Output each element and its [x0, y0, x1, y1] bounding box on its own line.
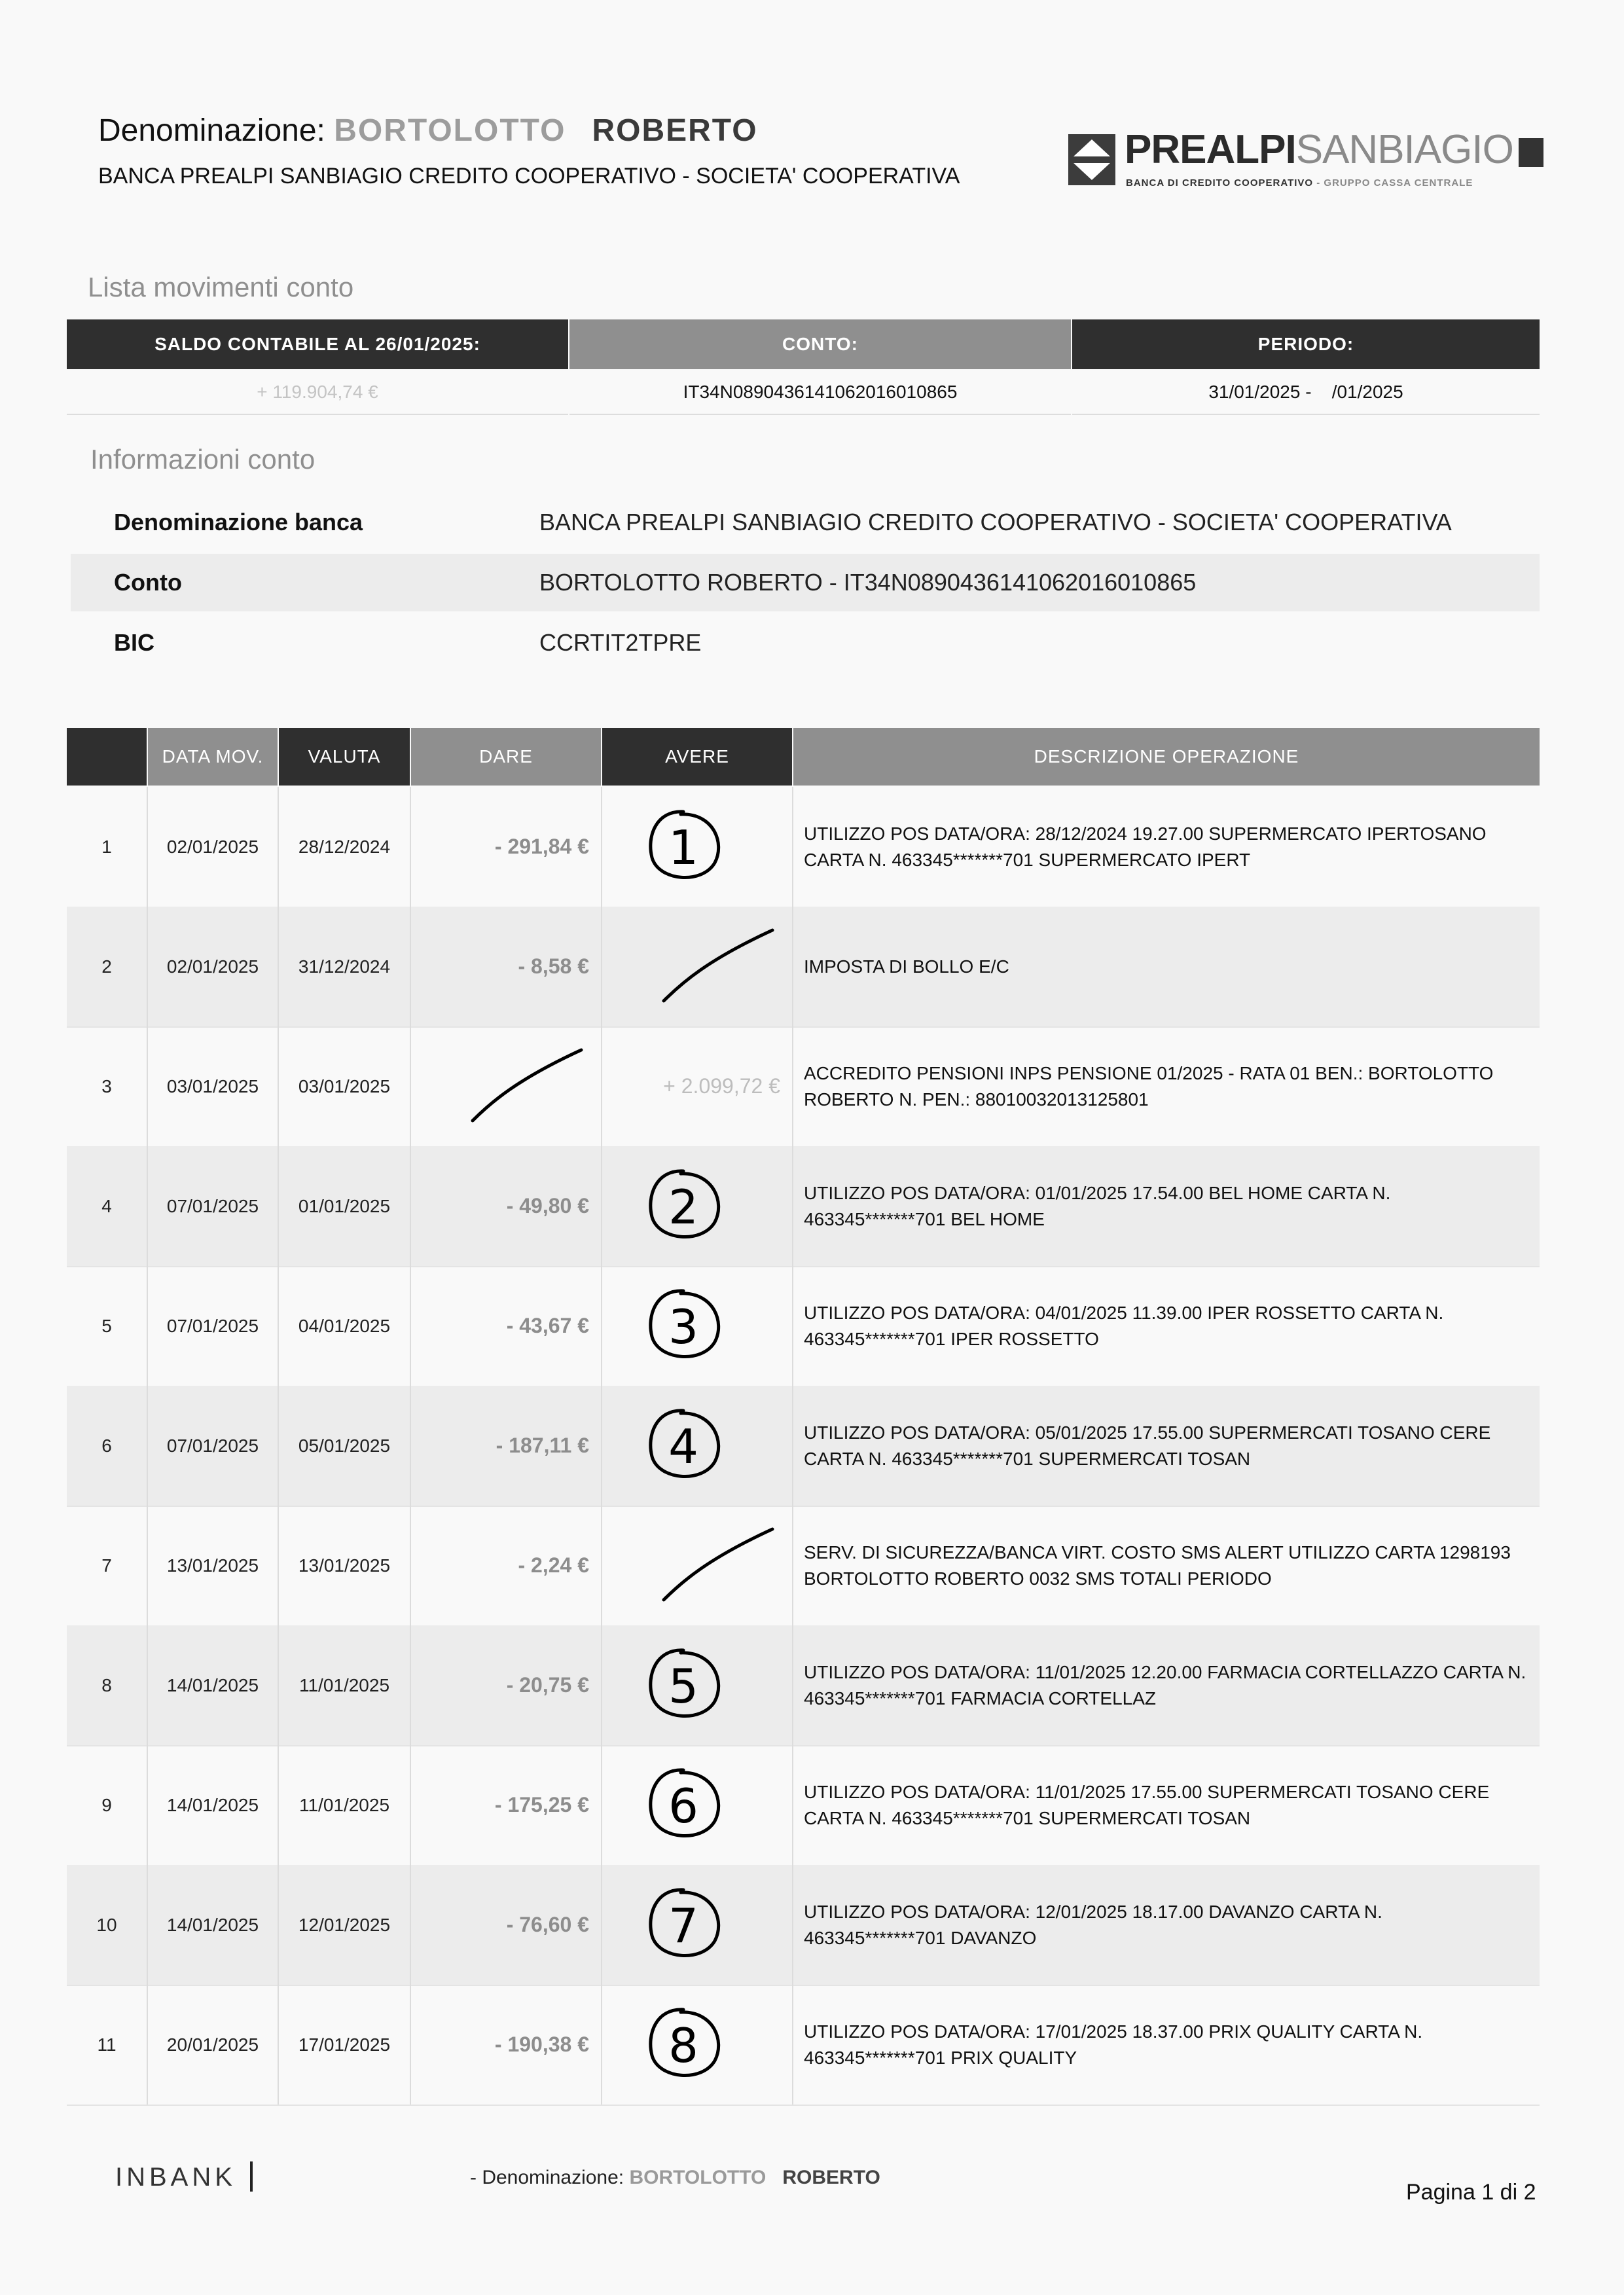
handwritten-number-3-icon [638, 1283, 729, 1371]
desc-line-2: 463345*******701 IPER ROSSETTO [804, 1328, 1099, 1349]
row-descrizione [793, 1506, 1540, 1625]
row-valuta: 17/01/2025 [298, 2034, 391, 2055]
table-row [67, 1985, 1540, 2106]
row-data-mov: 02/01/2025 [166, 836, 259, 857]
desc-line-1: UTILIZZO POS DATA/ORA: 04/01/2025 11.39.00 IPER ROSSETTO CARTA N. [804, 1302, 1444, 1323]
header-avere: AVERE [602, 728, 792, 786]
row-number: 5 [101, 1315, 112, 1336]
row-data-mov: 13/01/2025 [166, 1555, 259, 1576]
handwritten-check-icon [656, 924, 780, 1012]
handwritten-number-1-icon [638, 804, 729, 892]
row-descrizione [793, 907, 1540, 1026]
row-dare: - 76,60 € [506, 1913, 589, 1936]
header-valuta: VALUTA [279, 728, 410, 786]
row-dare: - 49,80 € [506, 1194, 589, 1218]
row-number: 7 [101, 1555, 112, 1576]
row-data-mov: 20/01/2025 [166, 2034, 259, 2055]
denominazione-label: Denominazione: [98, 113, 325, 148]
row-valuta: 12/01/2025 [298, 1914, 391, 1935]
row-data-mov: 03/01/2025 [166, 1075, 259, 1096]
desc-line-1: UTILIZZO POS DATA/ORA: 01/01/2025 17.54.00 BEL HOME CARTA N. [804, 1182, 1391, 1203]
svg-text:4: 4 [668, 1419, 698, 1474]
desc-line-1: SERV. DI SICUREZZA/BANCA VIRT. COSTO SMS ALERT UTILIZZO CARTA 1298193 [804, 1542, 1511, 1563]
logo-square-icon [1519, 138, 1543, 167]
row-descrizione [793, 1865, 1540, 1985]
row-number: 10 [96, 1914, 117, 1935]
row-descrizione [793, 1985, 1540, 2105]
table-row [67, 1386, 1540, 1507]
info-value: BANCA PREALPI SANBIAGIO CREDITO COOPERATIVO - SOCIETA' COOPERATIVA [539, 509, 1452, 535]
svg-text:6: 6 [668, 1779, 698, 1834]
svg-text:1: 1 [668, 820, 698, 875]
row-dare: - 8,58 € [518, 954, 589, 978]
info-label: BIC [114, 629, 154, 656]
conto-header: CONTO: [569, 319, 1071, 369]
table-row [67, 1745, 1540, 1866]
handwritten-number-5-icon [638, 1642, 729, 1731]
svg-text:2: 2 [668, 1180, 698, 1235]
holder-surname: BORTOLOTTO [334, 113, 566, 148]
desc-line-2: CARTA N. 463345*******701 SUPERMERCATO IPERT [804, 849, 1251, 870]
row-dare: - 190,38 € [494, 2033, 589, 2056]
bank-full-name: BANCA PREALPI SANBIAGIO CREDITO COOPERATIVO - SOCIETA' COOPERATIVA [98, 164, 960, 189]
desc-line-2: CARTA N. 463345*******701 SUPERMERCATI TOSAN [804, 1807, 1251, 1828]
page-number: Pagina 1 di 2 [1406, 2180, 1536, 2205]
row-dare: - 175,25 € [494, 1793, 589, 1816]
desc-line-1: UTILIZZO POS DATA/ORA: 05/01/2025 17.55.00 SUPERMERCATI TOSANO CERE [804, 1422, 1491, 1443]
table-row [67, 907, 1540, 1028]
row-data-mov: 07/01/2025 [166, 1315, 259, 1336]
table-row [67, 1146, 1540, 1267]
row-valuta: 05/01/2025 [298, 1435, 391, 1456]
handwritten-check-icon [465, 1043, 589, 1132]
bank-logo [1068, 127, 1546, 196]
svg-text:3: 3 [668, 1299, 698, 1354]
desc-line-2: ROBERTO N. PEN.: 88010032013125801 [804, 1089, 1149, 1110]
handwritten-check-icon [656, 1523, 780, 1611]
row-dare: - 43,67 € [506, 1314, 589, 1337]
periodo-end: /01/2025 [1331, 382, 1403, 402]
row-descrizione [793, 1386, 1540, 1506]
row-dare: - 291,84 € [494, 835, 589, 858]
row-data-mov: 02/01/2025 [166, 956, 259, 977]
logo-mark-icon [1068, 134, 1115, 185]
row-number: 11 [97, 2034, 117, 2055]
logo-name: PREALPISANBIAGIO [1125, 127, 1513, 172]
desc-line-1: UTILIZZO POS DATA/ORA: 11/01/2025 12.20.00 FARMACIA CORTELLAZZO CARTA N. [804, 1661, 1526, 1682]
saldo-header: SALDO CONTABILE AL 26/01/2025: [67, 319, 568, 369]
table-row [67, 1865, 1540, 1986]
row-number: 4 [101, 1195, 112, 1216]
table-row [67, 1026, 1540, 1148]
desc-line-1: ACCREDITO PENSIONI INPS PENSIONE 01/2025 - RATA 01 BEN.: BORTOLOTTO [804, 1062, 1494, 1083]
info-label: Conto [114, 569, 182, 596]
row-valuta: 13/01/2025 [298, 1555, 391, 1576]
row-number: 6 [101, 1435, 112, 1456]
table-row [67, 1266, 1540, 1387]
row-data-mov: 14/01/2025 [166, 1794, 259, 1815]
info-value: BORTOLOTTO ROBERTO - IT34N0890436141062016010865 [539, 569, 1197, 596]
header-dare: DARE [411, 728, 601, 786]
handwritten-number-4-icon [638, 1403, 729, 1491]
table-row [67, 787, 1540, 908]
logo-tagline: BANCA DI CREDITO COOPERATIVO - GRUPPO CASSA CENTRALE [1126, 177, 1473, 189]
desc-line-2: BORTOLOTTO ROBERTO 0032 SMS TOTALI PERIODO [804, 1568, 1272, 1589]
row-number: 3 [101, 1075, 112, 1096]
handwritten-number-2-icon [638, 1163, 729, 1252]
row-data-mov: 07/01/2025 [166, 1435, 259, 1456]
desc-line-2: 463345*******701 BEL HOME [804, 1208, 1045, 1229]
row-number: 9 [101, 1794, 112, 1815]
svg-text:5: 5 [668, 1659, 698, 1714]
row-descrizione [793, 1266, 1540, 1386]
header-data-mov: DATA MOV. [148, 728, 278, 786]
conto-value: IT34N0890436141062016010865 [569, 370, 1071, 415]
desc-line-1: UTILIZZO POS DATA/ORA: 17/01/2025 18.37.00 PRIX QUALITY CARTA N. [804, 2021, 1423, 2042]
row-data-mov: 14/01/2025 [166, 1674, 259, 1695]
handwritten-number-7-icon [638, 1882, 729, 1970]
desc-line-1: UTILIZZO POS DATA/ORA: 11/01/2025 17.55.00 SUPERMERCATI TOSANO CERE [804, 1781, 1490, 1802]
svg-text:8: 8 [668, 2018, 698, 2073]
info-row-bic [71, 614, 1540, 672]
periodo-header: PERIODO: [1072, 319, 1540, 369]
header-num [67, 728, 147, 786]
desc-line-1: UTILIZZO POS DATA/ORA: 28/12/2024 19.27.00 SUPERMERCATO IPERTOSANO [804, 823, 1487, 844]
row-descrizione [793, 1026, 1540, 1146]
svg-text:7: 7 [668, 1898, 698, 1953]
saldo-value: + 119.904,74 € [67, 370, 568, 415]
row-data-mov: 14/01/2025 [166, 1914, 259, 1935]
info-value: CCRTIT2TPRE [539, 629, 702, 656]
row-valuta: 03/01/2025 [298, 1075, 391, 1096]
info-row-bank [71, 494, 1540, 551]
desc-line-1: IMPOSTA DI BOLLO E/C [804, 956, 1009, 977]
desc-line-1: UTILIZZO POS DATA/ORA: 12/01/2025 18.17.00 DAVANZO CARTA N. [804, 1901, 1382, 1922]
row-descrizione [793, 1745, 1540, 1865]
section-title-info: Informazioni conto [90, 444, 316, 475]
row-descrizione [793, 1625, 1540, 1745]
desc-line-2: 463345*******701 DAVANZO [804, 1927, 1037, 1948]
row-descrizione [793, 1146, 1540, 1266]
row-dare: - 187,11 € [496, 1434, 589, 1457]
row-number: 8 [101, 1674, 112, 1695]
info-row-conto [71, 554, 1540, 611]
footer-brand: INBANK [115, 2163, 236, 2192]
row-valuta: 01/01/2025 [298, 1195, 391, 1216]
table-row [67, 1506, 1540, 1627]
table-row [67, 1625, 1540, 1746]
row-data-mov: 07/01/2025 [166, 1195, 259, 1216]
row-valuta: 04/01/2025 [298, 1315, 391, 1336]
periodo-value [1072, 370, 1540, 415]
desc-line-2: 463345*******701 PRIX QUALITY [804, 2047, 1077, 2068]
row-dare: - 20,75 € [506, 1673, 589, 1697]
page-title [98, 113, 758, 149]
header-descrizione: DESCRIZIONE OPERAZIONE [793, 728, 1540, 786]
periodo-start: 31/01/2025 - [1208, 382, 1312, 402]
row-number: 2 [101, 956, 112, 977]
footer-divider [250, 2161, 253, 2192]
row-valuta: 28/12/2024 [298, 836, 391, 857]
info-label: Denominazione banca [114, 509, 363, 535]
holder-name: ROBERTO [592, 113, 758, 148]
row-dare: - 2,24 € [518, 1553, 589, 1577]
row-valuta: 11/01/2025 [298, 1794, 390, 1815]
desc-line-2: CARTA N. 463345*******701 SUPERMERCATI TOSAN [804, 1448, 1251, 1469]
footer-denominazione: - Denominazione: BORTOLOTTO ROBERTO [470, 2167, 880, 2188]
desc-line-2: 463345*******701 FARMACIA CORTELLAZ [804, 1688, 1156, 1708]
row-valuta: 11/01/2025 [298, 1674, 390, 1695]
handwritten-number-8-icon [638, 2002, 729, 2090]
row-valuta: 31/12/2024 [298, 956, 391, 977]
handwritten-number-6-icon [638, 1762, 729, 1851]
section-title-movements: Lista movimenti conto [88, 272, 354, 302]
row-number: 1 [101, 836, 112, 857]
row-avere: + 2.099,72 € [663, 1074, 780, 1098]
row-descrizione [793, 787, 1540, 907]
